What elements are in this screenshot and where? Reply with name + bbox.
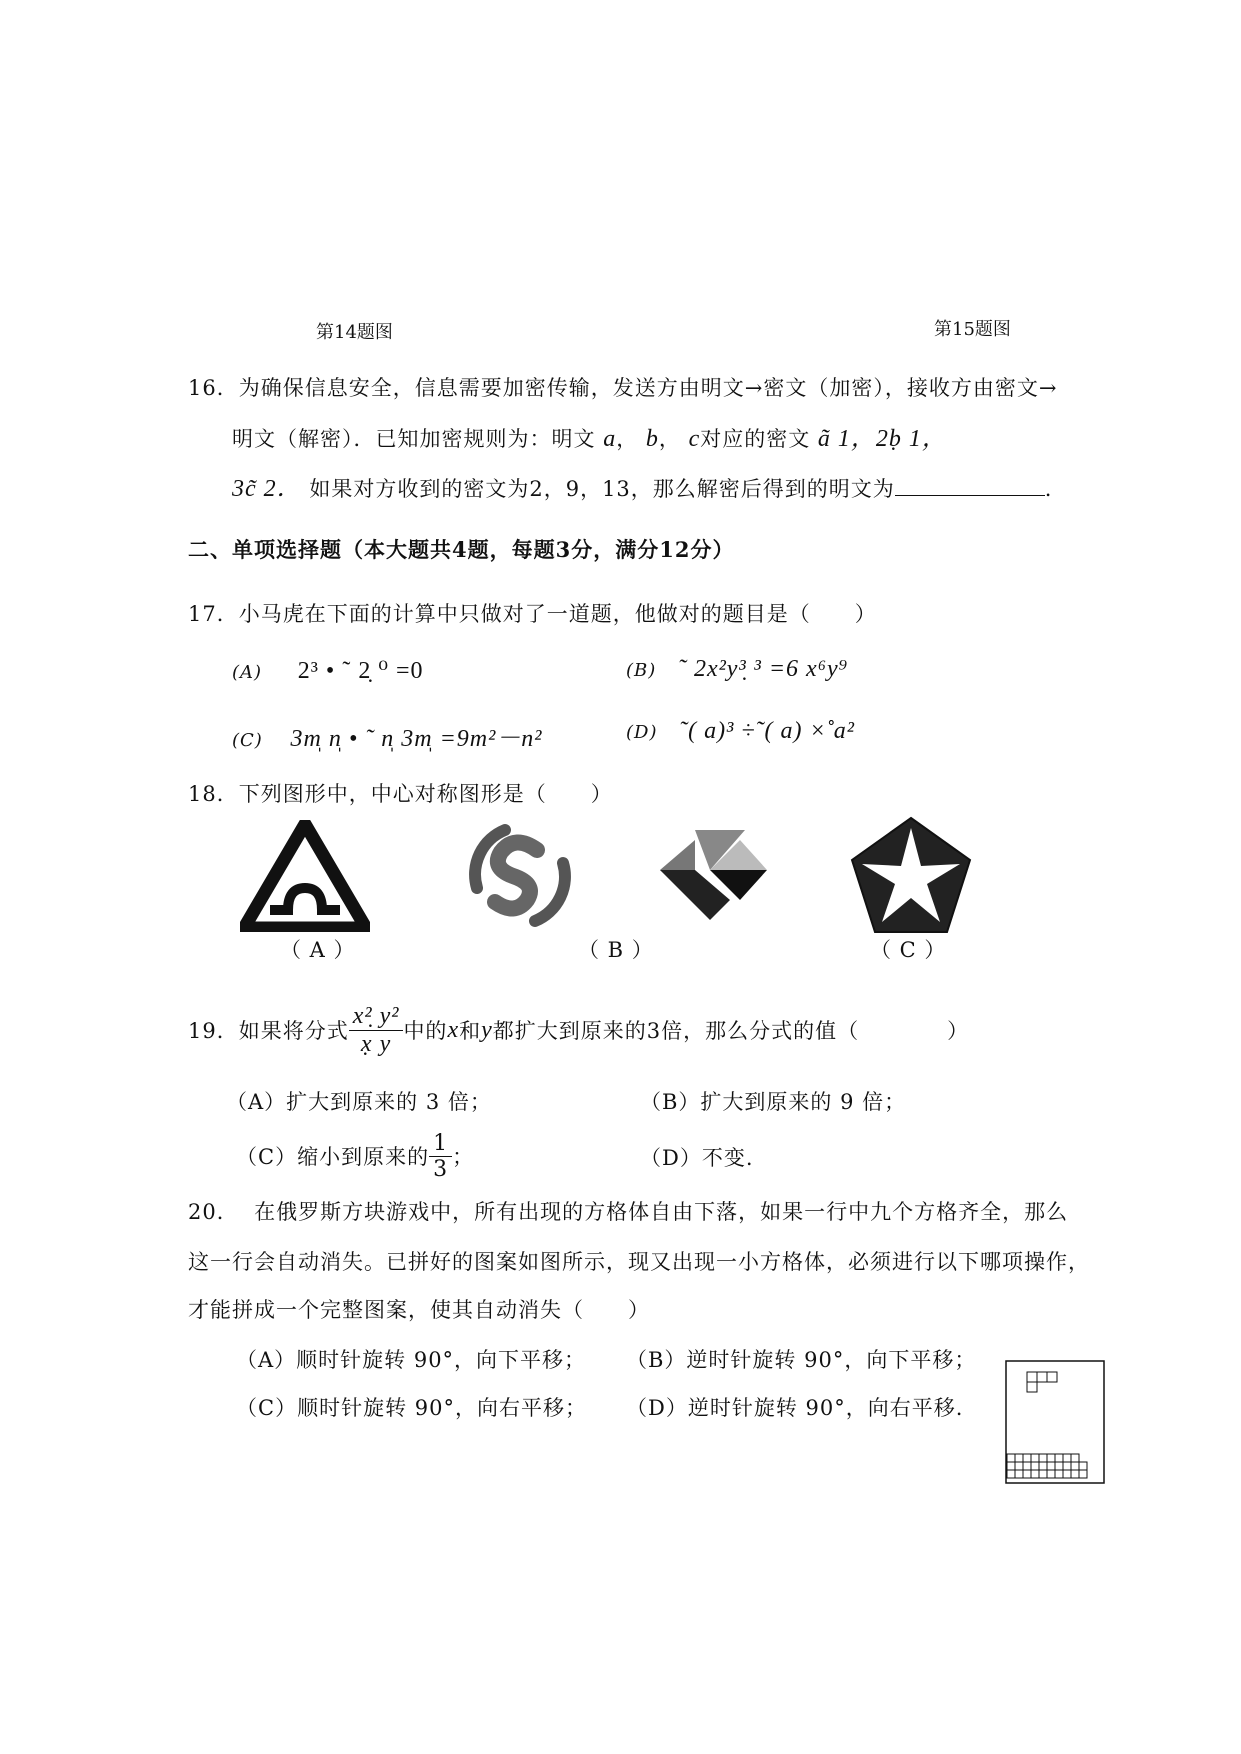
q19-var-x: x — [447, 1016, 460, 1043]
q17-option-d[interactable] — [626, 718, 855, 745]
q17-stem-text: 小马虎在下面的计算中只做对了一道题，他做对的题目是（ ） — [238, 602, 877, 626]
q19-stem-a: 如果将分式 — [238, 1019, 349, 1043]
q20-option-d[interactable]: （D）逆时针旋转 90°，向右平移. — [626, 1396, 964, 1420]
q17-option-c[interactable] — [232, 718, 543, 753]
q19-option-c-numerator: 1 — [429, 1131, 452, 1157]
figure-15-caption: 第15题图 — [934, 319, 1011, 340]
q19-option-a[interactable]: （A）扩大到原来的 3 倍； — [226, 1090, 492, 1114]
q16-number: 16． — [188, 376, 239, 400]
q19-option-c-denominator: 3 — [433, 1156, 449, 1182]
q16-text-line2b: 对应的密文 — [700, 427, 811, 451]
q16-text-line1: 为确保信息安全，信息需要加密传输，发送方由明文→密文（加密），接收方由密文→ — [238, 376, 1058, 400]
q16-var-b: b — [645, 426, 659, 452]
q19-option-c-suffix: ； — [452, 1145, 475, 1169]
q17-option-b-expr: ˜ 2x²y³̣ ³ =6 x⁶y⁹ — [677, 656, 849, 682]
q19-and: 和 — [459, 1019, 482, 1043]
figure-14-caption: 第14题图 — [316, 322, 393, 343]
q20-line2: 这一行会自动消失。已拼好的图案如图所示，现又出现一小方格体，必须进行以下哪项操作， — [188, 1250, 1090, 1274]
q19-fraction — [349, 1003, 404, 1058]
q19-option-c[interactable] — [236, 1128, 474, 1184]
q19-stem-b: 中的 — [403, 1019, 448, 1043]
q17-option-c-expr: 3m̩ n̩ • ˜ n̩ 3m̩ =9m²－n² — [290, 726, 543, 752]
q19-option-c-fraction — [429, 1131, 452, 1182]
q16-text-line2a: 明文（解密）．已知加密规则为：明文 — [232, 427, 596, 451]
q20-option-a[interactable]: （A）顺时针旋转 90°，向下平移； — [236, 1348, 587, 1372]
arrow-chevron-figure[interactable] — [655, 820, 770, 935]
tetris-board-figure[interactable] — [1005, 1360, 1105, 1484]
q16-cipher2: 3c̃ 2． — [232, 476, 302, 502]
q18-stem — [188, 778, 613, 808]
q19-option-c-prefix: （C）缩小到原来的 — [236, 1145, 430, 1169]
tetris-filled-rows — [1007, 1454, 1087, 1478]
q17-option-a-expr: 2³ • ˜ 2̣ ⁰ =0 — [297, 658, 424, 684]
q17-option-d-label: (D) — [626, 722, 658, 743]
q19-stem — [188, 990, 969, 1070]
q18-label-b: （ B ） — [578, 938, 654, 962]
q20-number: 20． — [188, 1200, 239, 1224]
q18-number: 18． — [188, 782, 239, 806]
q16-cipher1: ã 1，2ḅ 1， — [817, 426, 947, 452]
q16-text-line3: 如果对方收到的密文为2，9，13，那么解密后得到的明文为 — [309, 477, 895, 501]
q19-option-d[interactable]: （D）不变. — [640, 1146, 754, 1170]
q16-line2: 明文（解密）．已知加密规则为：明文 a， b， c对应的密文 ã 1，2ḅ 1， — [232, 426, 947, 452]
q20-option-b[interactable]: （B）逆时针旋转 90°，向下平移； — [626, 1348, 977, 1372]
q17-option-b-label: (B) — [626, 660, 657, 681]
q16-answer-blank[interactable] — [895, 475, 1045, 496]
section2-title: 二、单项选择题（本大题共4题，每题3分，满分12分） — [188, 537, 735, 562]
q18-label-c: （ C ） — [870, 938, 947, 962]
q16-line3: 3c̃ 2． 如果对方收到的密文为2，9，13，那么解密后得到的明文为 . — [232, 476, 1053, 502]
q17-option-b[interactable] — [626, 656, 848, 683]
q17-option-d-expr: ˜( a)³ ÷˜( a) ×̊̊ a² — [679, 718, 855, 744]
q18-label-a: （ A ） — [280, 938, 356, 962]
q20-line3: 才能拼成一个完整图案，使其自动消失（ ） — [188, 1298, 650, 1322]
q19-fraction-denominator: x̣ y — [360, 1030, 392, 1057]
q16-var-c: c — [688, 426, 701, 452]
q18-stem-text: 下列图形中，中心对称图形是（ ） — [238, 782, 613, 806]
q19-option-b[interactable]: （B）扩大到原来的 9 倍； — [640, 1090, 907, 1114]
q17-option-a-label: (A) — [232, 662, 263, 683]
q20-text-line1: 在俄罗斯方块游戏中，所有出现的方格体自由下落，如果一行中九个方格齐全，那么 — [254, 1200, 1069, 1224]
q16-line1 — [188, 372, 1057, 402]
bump-warning-sign-figure[interactable] — [240, 820, 370, 932]
q20-option-c[interactable]: （C）顺时针旋转 90°，向右平移； — [236, 1396, 587, 1420]
q17-stem — [188, 598, 877, 628]
q19-number: 19． — [188, 1019, 239, 1043]
q16-var-a: a — [603, 426, 617, 452]
q19-fraction-numerator: x²̣ y² — [349, 1003, 404, 1031]
q17-number: 17． — [188, 602, 239, 626]
q19-stem-c: 都扩大到原来的3倍，那么分式的值（ ） — [492, 1019, 970, 1043]
q20-line1 — [188, 1196, 1068, 1226]
q17-option-c-label: (C) — [232, 730, 263, 751]
s-swirl-logo-figure[interactable] — [455, 818, 585, 933]
pentagon-star-figure[interactable] — [848, 814, 974, 936]
q17-option-a[interactable] — [232, 656, 423, 685]
q19-var-y: y — [481, 1016, 493, 1043]
